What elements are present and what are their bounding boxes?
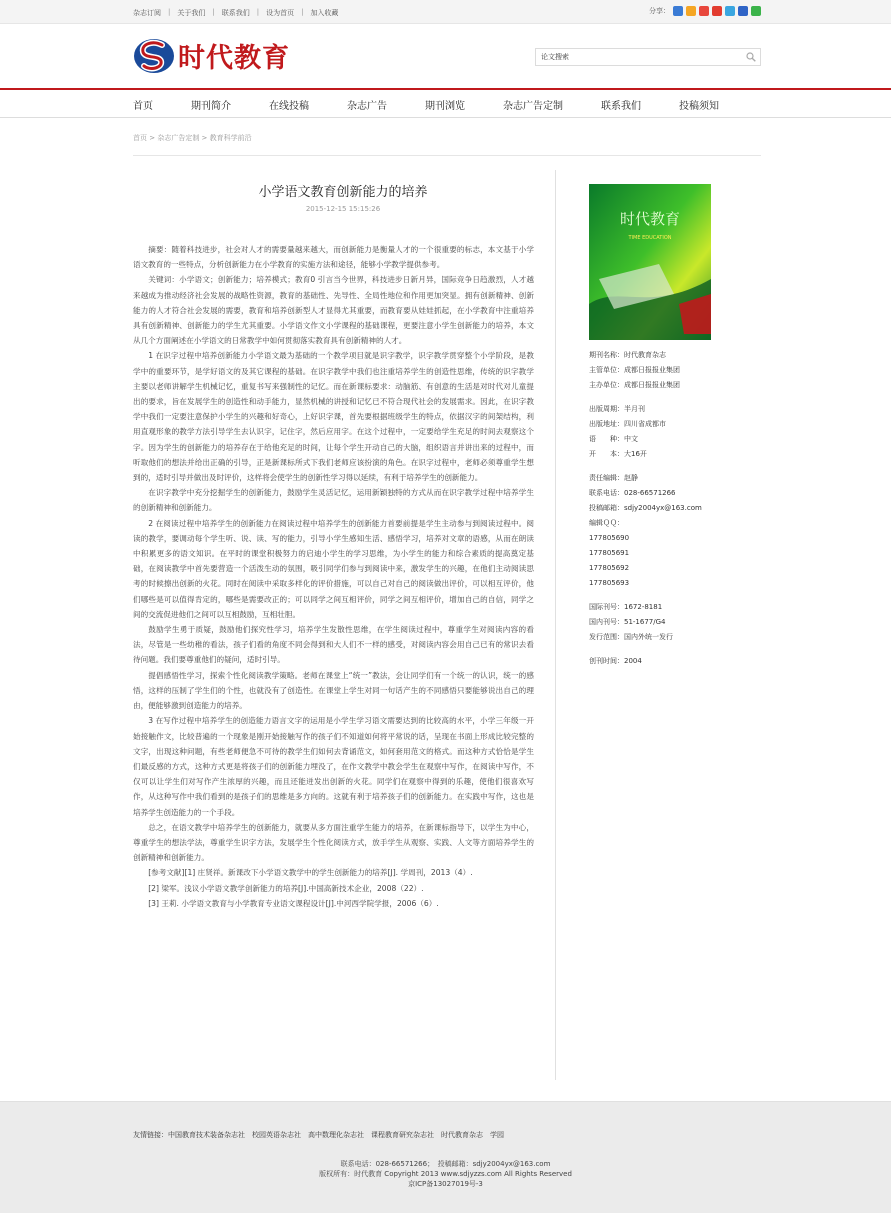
info-email[interactable]: 投稿邮箱：sdjy2004yx@163.com: [589, 504, 702, 512]
top-link-subscribe[interactable]: 杂志订阅: [133, 9, 161, 17]
info-journal-name: 期刊名称：时代教育杂志: [589, 351, 666, 359]
logo-mark-icon: [133, 37, 177, 75]
friend-link[interactable]: 校园英语杂志社: [252, 1131, 301, 1139]
top-bar: [0, 0, 891, 24]
header: [0, 24, 891, 88]
nav-item-journal-browse[interactable]: 期刊浏览: [425, 101, 465, 112]
footer-copyright: [0, 1159, 891, 1189]
top-link-add-favorite[interactable]: 加入收藏: [310, 9, 339, 17]
info-qq: 177805693: [589, 579, 630, 587]
article-title: 小学语文教育创新能力的培养: [258, 185, 428, 200]
share-label: 分享：: [649, 7, 670, 15]
journal-cover-image: [589, 184, 711, 340]
top-link-set-homepage[interactable]: 设为首页: [266, 9, 295, 17]
info-sponsor: 主办单位：成都日报报业集团: [589, 381, 680, 389]
footer-contact: 联系电话：028-66571266； 投稿邮箱：sdjy2004yx@163.com: [340, 1160, 551, 1168]
journal-info: [589, 348, 702, 669]
cover-subtitle: TIME EDUCATION: [628, 235, 672, 241]
article-paragraph: 摘要：随着科技进步，社会对人才的需要量越来越大，而创新能力是衡量人才的一个很重要的标志，本文基于小学语文教育的一些特点，分析创新能力在小学教育的实施方法和途径，能够小学教学提供参考。: [133, 245, 534, 270]
info-cycle: 出版周期：半月刊: [589, 405, 645, 413]
info-address: 出版地址：四川省成都市: [589, 420, 666, 428]
nav-item-magazine-ads[interactable]: 杂志广告: [347, 101, 387, 112]
cover-title: 时代教育: [619, 210, 681, 228]
site-logo[interactable]: [133, 36, 290, 75]
renren-icon[interactable]: [712, 6, 722, 16]
sidebar-divider: [555, 170, 556, 1080]
article-paragraph: 2 在阅读过程中培养学生的创新能力在阅读过程中培养学生的创新能力首要前提是学生主动参与到阅读过程中。阅读的教学，要调动每个学生听、说、读、写的能力，引导小学生感知生活、感悟学习，培养对文章的语感，从而在朗读中积累更多的语文知识。在平时的课堂积极努力的启迪小学生的学习思维，为小学生的能力和综合素质的提高奠定基础，在阅读教学中首先要营造一个活泼生动的氛围，吸引同学们参与到阅读中来，激发学生的兴趣，在他们主动阅读思考的时候擦出创新的火花。同时在阅读中采取多样化的评价措施，可以自己对自己的阅读做出评价，可以相互评价，他们哪些是可以值得肯定的，哪些是需要改正的；可以同学之间互相评价，同学之间互相评价，增加自己的自信，同学之间的交流促进他们之间可以互相鼓励，互相壮胆。: [133, 518, 534, 619]
wechat-icon[interactable]: [751, 6, 761, 16]
qzone-icon[interactable]: [673, 6, 683, 16]
friend-link[interactable]: 学园: [490, 1131, 504, 1139]
footer-icp[interactable]: 京ICP备13027019号-3: [408, 1180, 483, 1188]
article-paragraph: 1 在识字过程中培养创新能力小学语文最为基础的一个教学项目就是识字教学，识字教学贯穿整个小学阶段，是教学中的重要环节，是学好语文的及其它课程的基础。在识字教学中我们也注重培养学生的创造性思维，传统的识字教学主要以老师讲解学生机械记忆，重复书写来强制性的记忆。而在新课标要求：动脑筋、有创意的生活是对时代对儿童提出的要求，旨在发展学生的创造性和动手能力，显然机械的讲授和记忆已不符合现代社会的发展需求。因此，在识字教学中我们一定要注意保护小学生的兴趣和好奇心，上好识字课，首先要根据班级学生的特点，依据汉字的间架结构，利用直观形象的教学方法引导学生去认识字，记住字，然后应用字。在这个过程中，一定要给学生充足的时间去观察这个字。因为学生的创新能力的培养存在于给他充足的时间，让每个学生开动自己的大脑，组织语言并讲出来的过程中，而听取他们的想法并给出正确的引导，正是新课标所式下我们老师应该扮演的角色。在识字过程中，老师必须尊重学生想到的，适时引导并做出及时评价，这样将会使学生的创新性学习得以延续，有利于培养学生的创新能力。: [133, 351, 534, 483]
article-paragraph: 总之，在语文教学中培养学生的创新能力，就要从多方面注重学生能力的培养，在新课标指导下，以学生为中心，尊重学生的想法学法，尊重学生识字方法，发展学生个性化阅读方式，放手学生从观察、实践、人文等方面培养学生的创新精神和创新能力。: [133, 822, 534, 863]
logo-text: 时代教育: [178, 43, 290, 74]
search-icon[interactable]: [746, 52, 756, 62]
footer: [0, 1101, 891, 1213]
info-phone: 联系电话：028-66571266: [589, 489, 676, 497]
nav-item-home[interactable]: 首页: [133, 101, 153, 112]
nav-item-contact-us[interactable]: 联系我们: [601, 101, 641, 112]
weibo-icon[interactable]: [699, 6, 709, 16]
reference-item: [参考文献][1] 庄贤祥。新课改下小学语文教学中的学生创新能力的培养[J]. 学周刊，2013（4）.: [148, 868, 473, 878]
article-paragraph: 在识字教学中充分挖掘学生的创新能力，鼓励学生灵活记忆，运用新颖独特的方式从而在识字教学过程中培养学生的创新精神和创新能力。: [133, 488, 534, 513]
top-link-contact[interactable]: 联系我们: [221, 9, 250, 17]
article-paragraph: 关键词：小学语文；创新能力；培养模式；教育0 引言当今世界，科技进步日新月异，国际竞争日趋激烈，人才越来越成为推动经济社会发展的战略性资源，教育的基础性、先导性、全局性地位和作用更加突显。拥有创新精神、创新能力的人才符合社会发展的需要，教育和培养创新型人才显得尤其重要，而教育要从娃娃抓起，在小学教育中注重培养具有创新精神、创新能力的学生尤其重要。小学语文作文小学课程的基础课程，更要注意小学生创新能力的培养，本文从几个方面阐述在小学语文的日常教学中如何贯彻落实教育具有创新精神的人才。: [133, 275, 534, 346]
tencent-weibo-icon[interactable]: [725, 6, 735, 16]
reference-item: [2] 梁军。浅议小学语文教学创新能力的培养[J].中国高新技术企业，2008（22）.: [148, 883, 424, 893]
friend-link[interactable]: 时代教育杂志: [441, 1131, 483, 1139]
nav-item-online-submission[interactable]: 在线投稿: [269, 101, 309, 112]
search-box: [535, 48, 761, 66]
main-nav: [0, 88, 891, 118]
friend-links: [133, 1130, 511, 1140]
nav-item-ad-customization[interactable]: 杂志广告定制: [503, 101, 563, 112]
friend-link[interactable]: 课程教育研究杂志社: [371, 1131, 434, 1139]
article-paragraph: 提倡感悟性学习，探索个性化阅读教学策略。老师在课堂上“统一”教法，会让同学们有一个统一的认识，统一的感悟，这样的压制了学生们的个性，也就没有了创造性。在课堂上学生对同一句话产生的不同感悟只要能够说出自己的理由，便能够激到创造能力的培养。: [133, 670, 534, 711]
breadcrumb[interactable]: 首页 > 杂志广告定制 > 教育科学前沿: [133, 134, 252, 142]
nav-item-journal-intro[interactable]: 期刊简介: [191, 101, 231, 112]
info-editor: 责任编辑：赵静: [589, 474, 638, 482]
friend-link[interactable]: 高中数理化杂志社: [308, 1131, 364, 1139]
article-paragraph: 鼓励学生勇于质疑，鼓励他们探究性学习，培养学生发散性思维，在学生阅读过程中，尊重学生对阅读内容的看法，尽管是一些幼稚的看法，孩子们看的角度不同会得到和大人们不一样的感受，对阅读内容会用自己已有的常识去看待问题。我们要尊重他们的疑问，适时引导。: [133, 625, 534, 665]
divider: [133, 155, 761, 156]
baidu-icon[interactable]: [738, 6, 748, 16]
top-links: 杂志订阅 | 关于我们 | 联系我们 | 设为首页 | 加入收藏: [133, 8, 339, 17]
info-distribution: 发行范围：国内外统一发行: [589, 633, 673, 641]
info-founded: 创刊时间：2004: [589, 657, 642, 665]
article-body: [133, 242, 534, 911]
info-qq: 177805692: [589, 564, 630, 572]
info-qq: 177805691: [589, 549, 630, 557]
article-date: 2015-12-15 15:15:26: [305, 205, 381, 213]
qq-icon[interactable]: [686, 6, 696, 16]
info-language: 语 种：中文: [589, 435, 638, 443]
info-qq: 177805690: [589, 534, 630, 542]
info-qq-label: 编辑ＱＱ：: [589, 519, 624, 527]
info-supervisor: 主管单位：成都日报报业集团: [589, 366, 680, 374]
reference-item: [3] 王莉. 小学语文教育与小学教育专业语文课程设计[J].中河西学院学报，2006（6）.: [148, 898, 439, 908]
nav-item-submission-notes[interactable]: 投稿须知: [679, 101, 719, 112]
friend-link[interactable]: 中国教育技术装备杂志社: [168, 1131, 245, 1139]
info-issn: 国际刊号：1672-8181: [589, 603, 663, 611]
top-link-about[interactable]: 关于我们: [177, 9, 206, 17]
search-input[interactable]: [541, 49, 741, 65]
info-cn: 国内刊号：51-1677/G4: [589, 618, 666, 626]
info-format: 开 本：大16开: [589, 450, 647, 458]
footer-copyright-line: 版权所有：时代教育 Copyright 2013 www.sdjyzzs.com All Rights Reserved: [319, 1170, 572, 1178]
friend-links-label: 友情链接：: [133, 1131, 168, 1139]
share-bar: [649, 6, 761, 16]
article-paragraph: 3 在写作过程中培养学生的创造能力语言文字的运用是小学生学习语文需要达到的比较高的水平，小学三年级一开始接触作文，比较普遍的一个现象是刚开始接触写作的孩子们不知道如何将平常说的话，呈现在书面上形成比较完整的文字，出现这种问题，有些老师便急不可待的教学生们如何去背诵范文，如何套用范文的格式。而这种方式恰恰是学生们最反感的方式，这种方式更是将孩子们的创新能力埋没了，在作文教学中教会学生在观察中写作，在阅读中写作，不仅可以让学生们对写作产生浓厚的兴趣，而且还能迸发出创新的火花。同学们在观察中得到的乐趣，使他们很喜欢写作，从这种写作中我们看到的是孩子们的思维是多方向的。这就有利于培养孩子们的创新能力。在实践中写作，这也是培养学生创造能力的一个手段。: [133, 716, 534, 817]
